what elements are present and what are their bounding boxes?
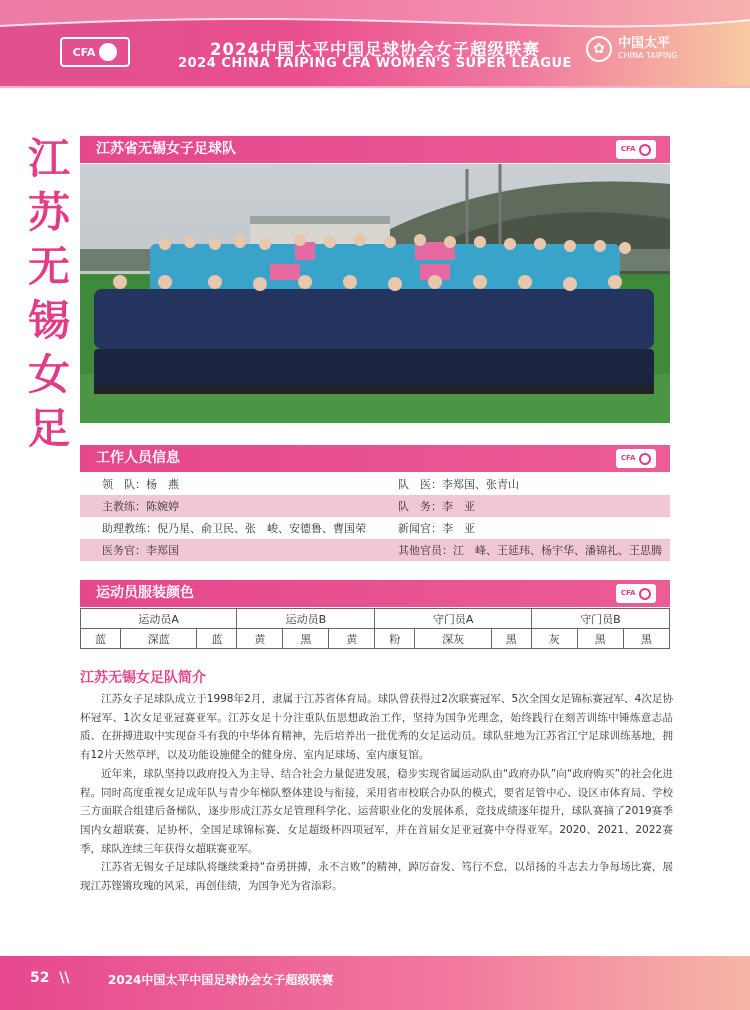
staff-row	[80, 473, 670, 495]
uniform-group-header: 运动员B	[237, 609, 375, 629]
vertical-team-title	[24, 132, 74, 456]
uniform-colors-bar	[80, 580, 670, 607]
league-title-en: 2024 CHINA TAIPING CFA WOMEN'S SUPER LEAGUE	[178, 56, 572, 71]
uniform-color-row	[81, 629, 670, 649]
cfa-badge	[616, 140, 656, 159]
vertical-title-char: 足	[27, 404, 70, 453]
uniform-group-header: 守门员B	[531, 609, 669, 629]
uniform-colors-heading: 运动员服装颜色	[96, 585, 194, 601]
cfa-badge	[616, 449, 656, 468]
cfa-badge-text: CFA	[620, 454, 636, 462]
china-taiping-emblem-icon: ✿	[586, 36, 612, 62]
staff-cell: 主教练：陈婉婷	[80, 495, 378, 517]
intro-paragraph: 江苏女子足球队成立于1998年2月，隶属于江苏省体育局。球队曾获得过2次联赛冠军、5次全国女足锦标赛冠军、4次足协杯冠军、1次女足亚冠赛亚军。江苏女足十分注重队伍思想政治工作，坚持为国争光理念，始终践行在刻苦训练中锤炼意志品质、在拼搏进取中实现奋斗有我的中华体育精神，先后培养出一批优秀的女足运动员。球队驻地为江苏省江宁足球训练基地，拥有12片天然草坪，以及功能设施健全的健身房、室内足球场、室内康复馆。	[80, 693, 673, 762]
vertical-title-char: 女	[27, 350, 70, 399]
cfa-logo-text: CFA	[72, 45, 96, 59]
football-icon	[639, 144, 651, 156]
staff-cell: 队 医：李郑国、张青山	[398, 478, 519, 491]
footer-league-name: 2024中国太平中国足球协会女子超级联赛	[108, 973, 334, 987]
staff-info-bar	[80, 445, 670, 472]
team-photo-image	[80, 164, 670, 423]
football-icon	[639, 453, 651, 465]
uniform-color-cell: 灰	[531, 629, 577, 649]
staff-cell: 领 队：杨 燕	[102, 478, 179, 491]
team-name-bar	[80, 136, 670, 163]
uniform-color-cell: 黑	[283, 629, 329, 649]
vertical-title-char: 江	[27, 134, 70, 183]
staff-info-heading: 工作人员信息	[96, 450, 180, 466]
team-photo	[80, 164, 670, 423]
intro-paragraph: 江苏省无锡女子足球队将继续秉持“奋勇拼搏，永不言败”的精神，踔厉奋发、笃行不怠，以昂扬的斗志去力争每场比赛，展现江苏铿锵玫瑰的风采，再创佳绩，为国争光为省添彩。	[80, 861, 673, 893]
league-title-cn: 2024中国太平中国足球协会女子超级联赛	[210, 40, 540, 59]
uniform-color-cell: 深灰	[415, 629, 491, 649]
uniform-table	[80, 608, 670, 649]
cfa-badge	[616, 584, 656, 603]
uniform-color-cell: 黄	[237, 629, 283, 649]
uniform-color-cell: 蓝	[197, 629, 237, 649]
staff-cell: 助理教练：倪乃星、俞卫民、张 峻、安德鲁、曹国荣	[102, 522, 366, 535]
staff-row	[80, 495, 670, 517]
uniform-group-header: 运动员A	[81, 609, 237, 629]
staff-cell: 队 务：李 亚	[378, 495, 670, 517]
team-intro-body	[80, 690, 673, 896]
page-number-value: 52	[30, 970, 50, 986]
uniform-header-row	[81, 609, 670, 629]
football-icon	[639, 588, 651, 600]
cfa-badge-text: CFA	[620, 589, 636, 597]
vertical-title-char: 苏	[27, 188, 70, 237]
uniform-group-header: 守门员A	[375, 609, 531, 629]
page-footer	[0, 956, 750, 1010]
staff-cell: 医务官：李郑国	[80, 539, 378, 561]
page-header	[0, 0, 750, 88]
intro-paragraph: 近年来，球队坚持以政府投入为主导、结合社会力量促进发展，稳步实现省属运动队由“政府办队”向“政府购买”的社会化进程。同时高度重视女足成年队与青少年梯队整体建设与衔接，采用省市校联合办队的模式，要省足管中心、设区市体育局、学校三方面联合组建后备梯队，逐步形成江苏女足管理科学化、运营职业化的发展体系，竞技成绩逐年提升，球队赛摘了2019赛季国内女超联赛、足协杯、全国足球锦标赛、女足超级杯四项冠军，并在首届女足亚冠赛中夺得亚军。2020、2021、2022赛季，球队连续三年获得女超联赛亚军。	[80, 767, 673, 855]
sponsor-name-en: CHINA TAIPING	[618, 51, 678, 60]
vertical-title-char: 无	[27, 242, 70, 291]
staff-cell: 新闻官：李 亚	[398, 522, 475, 535]
page-number	[30, 970, 69, 986]
sponsor-logo	[586, 36, 677, 62]
staff-row	[80, 517, 670, 539]
staff-cell: 其他官员：江 峰、王延玮、杨宇华、潘锦礼、王思腾	[378, 539, 670, 561]
staff-row	[80, 539, 670, 561]
team-intro-title: 江苏无锡女足队简介	[80, 670, 206, 686]
team-name: 江苏省无锡女子足球队	[96, 141, 236, 157]
uniform-color-cell: 深蓝	[120, 629, 196, 649]
uniform-color-cell: 黑	[491, 629, 531, 649]
footer-separator: \\	[59, 970, 70, 986]
uniform-color-cell: 黑	[577, 629, 623, 649]
uniform-color-cell: 黄	[329, 629, 375, 649]
uniform-color-cell: 粉	[375, 629, 415, 649]
staff-table	[80, 473, 670, 561]
uniform-color-cell: 蓝	[81, 629, 121, 649]
vertical-title-char: 锡	[27, 296, 70, 345]
cfa-badge-text: CFA	[620, 145, 636, 153]
uniform-color-cell: 黑	[623, 629, 669, 649]
sponsor-name-cn: 中国太平	[618, 36, 671, 51]
